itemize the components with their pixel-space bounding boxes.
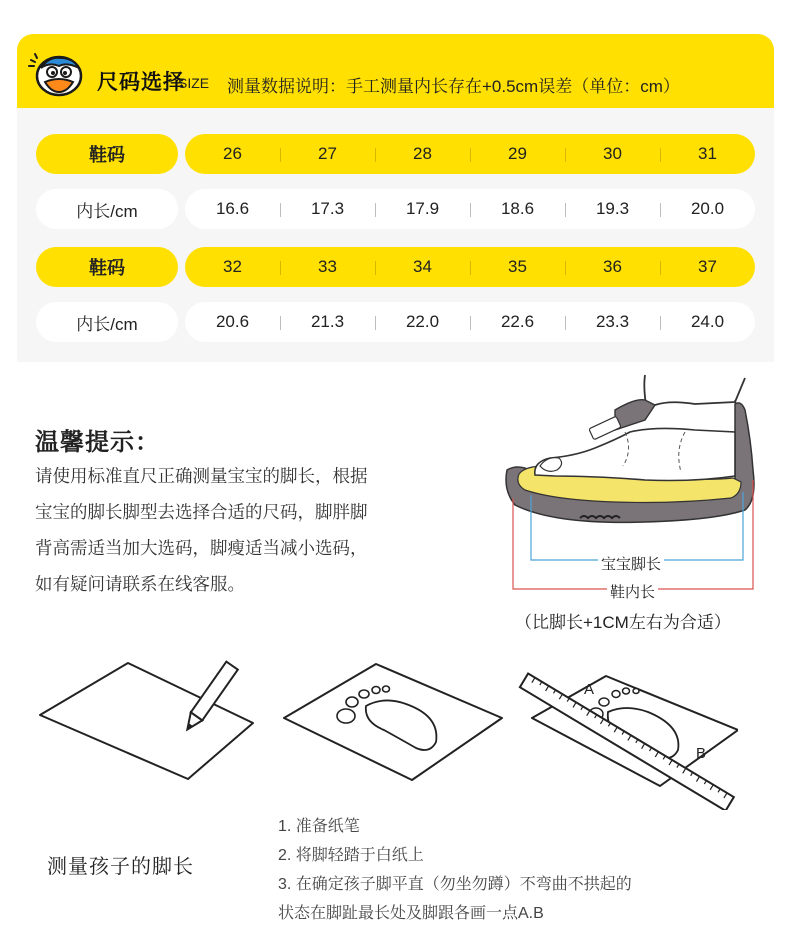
tips-line: 请使用标准直尺正确测量宝宝的脚长，根据 <box>35 466 368 486</box>
length-label: 内长/cm <box>36 302 178 342</box>
point-a-label: A <box>584 681 595 698</box>
footprint-paper-illustration <box>280 658 505 786</box>
measure-title: 测量孩子的脚长 <box>47 856 194 878</box>
tips-title: 温馨提示： <box>35 429 160 456</box>
length-cell: 22.6 <box>470 312 565 332</box>
length-cell: 21.3 <box>280 312 375 332</box>
length-cell: 17.3 <box>280 199 375 219</box>
size-values <box>185 134 755 174</box>
size-cell: 27 <box>280 144 375 164</box>
size-label: 鞋码 <box>36 247 178 287</box>
size-row-2 <box>17 247 774 287</box>
step-2: 2. 将脚轻踏于白纸上 <box>278 847 424 864</box>
tips-line: 如有疑问请联系在线客服。 <box>35 574 245 594</box>
length-cell: 22.0 <box>375 312 470 332</box>
pencil-paper-illustration <box>38 655 258 785</box>
length-cell: 24.0 <box>660 312 755 332</box>
length-values <box>185 302 755 342</box>
size-cell: 31 <box>660 144 755 164</box>
size-word: SIZE <box>178 75 210 91</box>
length-cell: 19.3 <box>565 199 660 219</box>
fit-advice: （比脚长+1CM左右为合适） <box>515 613 731 632</box>
step-3-continued: 状态在脚趾最长处及脚跟各画一点A.B <box>278 905 544 922</box>
size-row-1 <box>17 134 774 174</box>
point-b-label: B <box>696 745 707 762</box>
foot-length-label: 宝宝脚长 <box>598 553 664 574</box>
length-label: 内长/cm <box>36 189 178 229</box>
size-values <box>185 247 755 287</box>
length-cell: 16.6 <box>215 199 250 218</box>
size-cell: 30 <box>565 144 660 164</box>
step-1: 1. 准备纸笔 <box>278 818 360 835</box>
mascot-duck-icon <box>27 50 89 98</box>
length-cell: 20.6 <box>215 312 250 331</box>
length-row-2 <box>17 302 774 342</box>
length-values <box>185 189 755 229</box>
step-3: 3. 在确定孩子脚平直（勿坐勿蹲）不弯曲不拱起的 <box>278 876 632 893</box>
length-row-1 <box>17 189 774 229</box>
size-cell: 26 <box>223 144 242 163</box>
measurement-note: 测量数据说明：手工测量内长存在+0.5cm误差（单位：cm） <box>227 77 680 96</box>
size-cell: 33 <box>280 257 375 277</box>
size-cell: 32 <box>223 257 242 276</box>
inner-length-label: 鞋内长 <box>607 581 658 602</box>
ruler-footprint-illustration <box>510 668 738 810</box>
tips-body <box>35 458 445 602</box>
tips-line: 背高需适当加大选码，脚瘦适当减小选码， <box>35 538 368 558</box>
length-cell: 23.3 <box>565 312 660 332</box>
size-cell: 34 <box>375 257 470 277</box>
tips-line: 宝宝的脚长脚型去选择合适的尺码，脚胖脚 <box>35 502 368 522</box>
size-label: 鞋码 <box>36 134 178 174</box>
size-cell: 36 <box>565 257 660 277</box>
size-cell: 29 <box>470 144 565 164</box>
size-cell: 37 <box>660 257 755 277</box>
size-chart-title: 尺码选择 <box>97 71 185 94</box>
length-cell: 20.0 <box>660 199 755 219</box>
length-cell: 17.9 <box>375 199 470 219</box>
size-chart-card <box>17 34 774 362</box>
size-cell: 28 <box>375 144 470 164</box>
measure-steps <box>278 812 632 928</box>
size-cell: 35 <box>470 257 565 277</box>
length-cell: 18.6 <box>470 199 565 219</box>
